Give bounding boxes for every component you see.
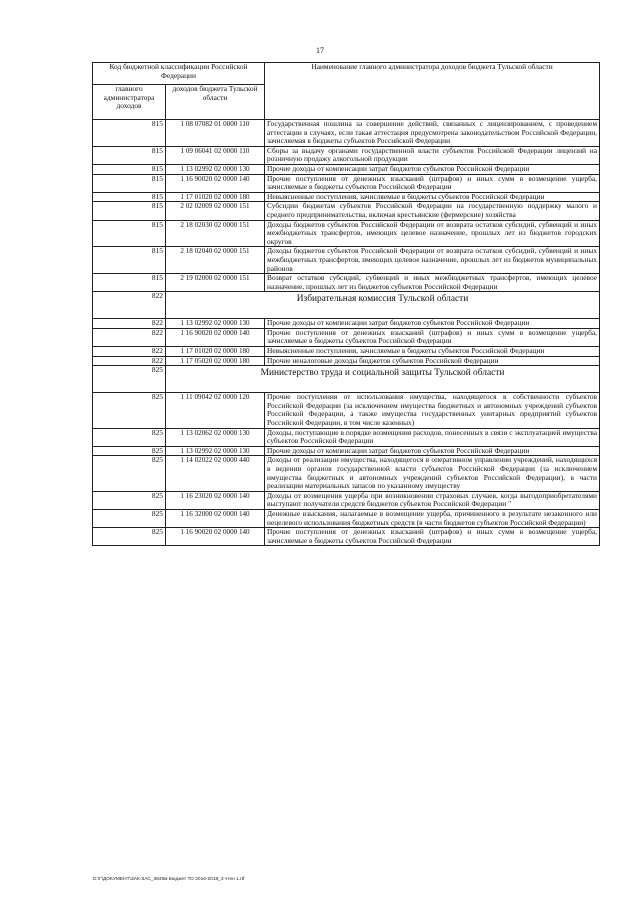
income-code-cell: 1 09 06041 02 0000 110 [166, 146, 265, 164]
table-row [93, 174, 600, 192]
admin-column-header: главного администратора доходов [93, 85, 166, 120]
admin-code-cell: 822 [93, 356, 166, 366]
income-code-cell: 2 18 02030 02 0000 151 [166, 220, 265, 247]
admin-code-cell: 825 [93, 528, 166, 546]
income-code-cell: 2 18 02040 02 0000 151 [166, 247, 265, 274]
budget-classification-table [92, 62, 600, 546]
income-name-cell: Субсидии бюджетам субъектов Российской Федерации на государственную поддержку малого и среднего предпринимательства, включая крестьянские (фермерские) хозяйства [265, 202, 600, 220]
table-row [93, 274, 600, 292]
income-name-cell: Сборы за выдачу органами государственной власти субъектов Российской Федерации лицензий на розничную продажу алкогольной продукции [265, 146, 600, 164]
income-code-cell: 1 14 02022 02 0000 440 [166, 456, 265, 491]
income-name-cell: Доходы бюджетов субъектов Российской Федерации от возврата остатков субсидий, субвенций и иных межбюджетных трансфертов, имеющих целевое назначение, прошлых лет из бюджетов городских округов [265, 220, 600, 247]
table-row [93, 456, 600, 491]
income-name-cell: Доходы от реализации имущества, находящегося в оперативном управлении учреждений, находящихся в ведении органов государственной власти субъектов Российской Федерации (за исключением имущества бюджетных и автономных учреждений субъектов Российской Федерации), в части реализации материальных запасов по указанному имуществу [265, 456, 600, 491]
income-name-cell: Государственная пошлина за совершение действий, связанных с лицензированием, с проведением аттестации в случаях, если такая аттестация предусмотрена законодательством Российской Федерации, зачисляемая в бюджеты субъектов Российской Федерации [265, 120, 600, 147]
income-code-cell: 1 16 23020 02 0000 140 [166, 491, 265, 509]
income-name-cell: Невыясненные поступления, зачисляемые в бюджеты субъектов Российской Федерации [265, 347, 600, 357]
table-row [93, 120, 600, 147]
admin-code-cell: 815 [93, 220, 166, 247]
admin-code-cell: 822 [93, 292, 166, 319]
table-row [93, 192, 600, 202]
income-code-cell: 1 16 90020 02 0000 140 [166, 328, 265, 346]
table-row [93, 164, 600, 174]
table-row [93, 446, 600, 456]
income-code-cell: 2 19 02000 02 0000 151 [166, 274, 265, 292]
income-code-cell: 1 11 09042 02 0000 120 [166, 393, 265, 428]
income-name-cell: Прочие поступления от денежных взысканий (штрафов) и иных сумм в возмещение ущерба, зачисляемые в бюджеты субъектов Российской Федерации [265, 528, 600, 546]
income-name-cell: Прочие доходы от компенсации затрат бюджетов субъектов Российской Федерации [265, 319, 600, 329]
admin-code-cell: 825 [93, 428, 166, 446]
income-code-cell: 2 02 02009 02 0000 151 [166, 202, 265, 220]
admin-code-cell: 825 [93, 366, 166, 393]
income-name-cell: Прочие неналоговые доходы бюджетов субъектов Российской Федерации [265, 356, 600, 366]
table-row [93, 356, 600, 366]
table-row [93, 247, 600, 274]
admin-code-cell: 815 [93, 202, 166, 220]
table-row [93, 319, 600, 329]
admin-code-cell: 815 [93, 192, 166, 202]
income-column-header: доходов бюджета Тульской области [166, 85, 265, 120]
table-row [93, 528, 600, 546]
section-title: Министерство труда и социальной защиты Тульской области [166, 366, 600, 393]
name-column-header: Наименование главного администратора доходов бюджета Тульской области [265, 63, 600, 120]
income-name-cell: Прочие поступления от денежных взысканий (штрафов) и иных сумм в возмещение ущерба, зачисляемые в бюджеты субъектов Российской Федерации [265, 174, 600, 192]
file-path-footer: D:\Г\ДОКУМЕНТ\ЗАК-ЗАС_3649м Бюджет ТО 2016-2018_3 чтен 1.rtf [93, 877, 245, 882]
income-name-cell: Невыясненные поступления, зачисляемые в бюджеты субъектов Российской Федерации [265, 192, 600, 202]
admin-code-cell: 822 [93, 328, 166, 346]
income-name-cell: Доходы от возмещения ущерба при возникновении страховых случаев, когда выгодоприобретателями выступают получатели средств бюджетов субъектов Российской Федерации " [265, 491, 600, 509]
admin-code-cell: 825 [93, 509, 166, 527]
admin-code-cell: 815 [93, 174, 166, 192]
admin-code-cell: 825 [93, 393, 166, 428]
admin-code-cell: 815 [93, 146, 166, 164]
income-code-cell: 1 16 90020 02 0000 140 [166, 174, 265, 192]
income-code-cell: 1 13 02062 02 0000 130 [166, 428, 265, 446]
section-row [93, 366, 600, 393]
table-row [93, 328, 600, 346]
admin-code-cell: 822 [93, 319, 166, 329]
table-row [93, 428, 600, 446]
admin-code-cell: 815 [93, 164, 166, 174]
table-row [93, 491, 600, 509]
table-row [93, 509, 600, 527]
income-name-cell: Денежные взыскания, налагаемые в возмещение ущерба, причиненного в результате незаконного или нецелевого использования бюджетных средств (в части бюджетов субъектов Российской Федерации) [265, 509, 600, 527]
income-name-cell: Прочие поступления от денежных взысканий (штрафов) и иных сумм в возмещение ущерба, зачисляемые в бюджеты субъектов Российской Федерации [265, 328, 600, 346]
admin-code-cell: 815 [93, 274, 166, 292]
income-name-cell: Прочие доходы от компенсации затрат бюджетов субъектов Российской Федерации [265, 446, 600, 456]
income-code-cell: 1 17 01020 02 0000 180 [166, 192, 265, 202]
income-code-cell: 1 16 32000 02 0000 140 [166, 509, 265, 527]
admin-code-cell: 825 [93, 456, 166, 491]
admin-code-cell: 815 [93, 247, 166, 274]
income-name-cell: Прочие доходы от компенсации затрат бюджетов субъектов Российской Федерации [265, 164, 600, 174]
admin-code-cell: 825 [93, 446, 166, 456]
table-row [93, 220, 600, 247]
table-row [93, 393, 600, 428]
kbk-group-header: Код бюджетной классификации Российской Федерации [93, 63, 265, 85]
income-code-cell: 1 17 05020 02 0000 180 [166, 356, 265, 366]
page-number: 17 [316, 46, 324, 55]
income-name-cell: Возврат остатков субсидий, субвенций и иных межбюджетных трансфертов, имеющих целевое назначение, прошлых лет из бюджетов субъектов Российской Федерации [265, 274, 600, 292]
admin-code-cell: 825 [93, 491, 166, 509]
income-name-cell: Доходы, поступающие в порядке возмещения расходов, понесенных в связи с эксплуатацией имущества субъектов Российской Федерации [265, 428, 600, 446]
income-code-cell: 1 13 02992 02 0000 130 [166, 446, 265, 456]
income-code-cell: 1 17 01020 02 0000 180 [166, 347, 265, 357]
admin-code-cell: 822 [93, 347, 166, 357]
income-code-cell: 1 13 02992 02 0000 130 [166, 319, 265, 329]
table-row [93, 146, 600, 164]
admin-code-cell: 815 [93, 120, 166, 147]
table-row [93, 347, 600, 357]
income-name-cell: Прочие поступления от использования имущества, находящегося в собственности субъектов Российской Федерации (за исключением имущества бюджетных и автономных учреждений субъектов Российской Федерации, а также имущества государственных унитарных предприятий субъектов Российской Федерации, в том числе казенных) [265, 393, 600, 428]
income-name-cell: Доходы бюджетов субъектов Российской Федерации от возврата остатков субсидий, субвенций и иных межбюджетных трансфертов, имеющих целевое назначение, прошлых лет из бюджетов муниципальных районов [265, 247, 600, 274]
income-code-cell: 1 13 02992 02 0000 130 [166, 164, 265, 174]
table-row [93, 202, 600, 220]
section-title: Избирательная комиссия Тульской области [166, 292, 600, 319]
section-row [93, 292, 600, 319]
income-code-cell: 1 08 07082 01 0000 110 [166, 120, 265, 147]
income-code-cell: 1 16 90020 02 0000 140 [166, 528, 265, 546]
